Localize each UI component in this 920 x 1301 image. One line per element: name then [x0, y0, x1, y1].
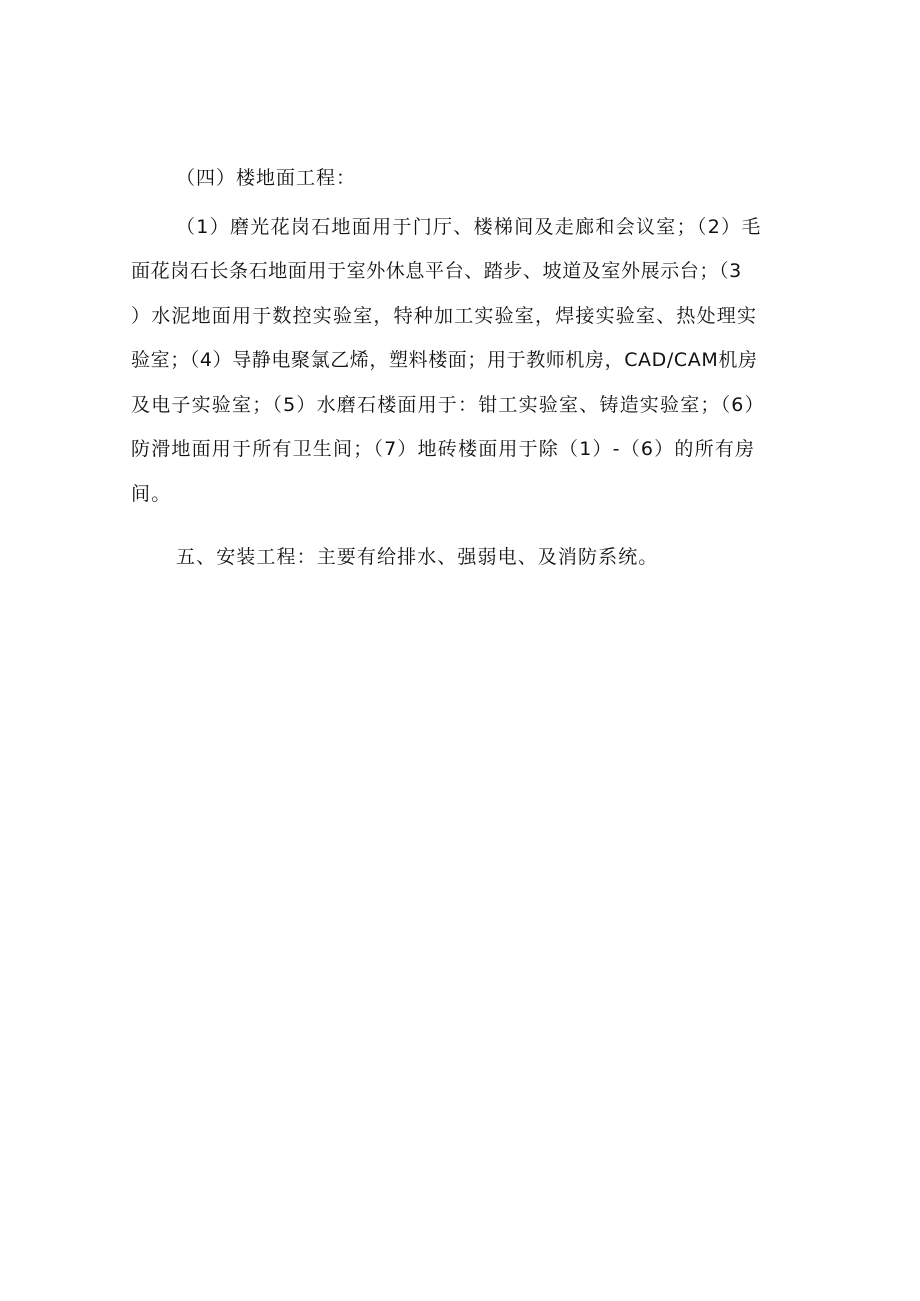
paragraph-line-7: 间。 — [131, 483, 172, 505]
paragraph-line-4: 验室；（4）导静电聚氯乙烯，塑料楼面；用于教师机房，CAD/CAM机房 — [131, 349, 758, 371]
paragraph-line-5: 及电子实验室；（5）水磨石楼面用于：钳工实验室、铸造实验室；（6） — [131, 394, 765, 416]
subheading-floor-works: （四）楼地面工程： — [176, 167, 357, 189]
section-installation-works: 五、安装工程：主要有给排水、强弱电、及消防系统。 — [176, 546, 659, 568]
paragraph-line-2: 面花岗石长条石地面用于室外休息平台、踏步、坡道及室外展示台；（3 — [131, 260, 742, 282]
paragraph-line-1: （1）磨光花岗石地面用于门厅、楼梯间及走廊和会议室；（2）毛 — [176, 216, 762, 238]
paragraph-line-6: 防滑地面用于所有卫生间；（7）地砖楼面用于除（1）-（6）的所有房 — [131, 438, 756, 460]
paragraph-line-3: ）水泥地面用于数控实验室，特种加工实验室，焊接实验室、热处理实 — [131, 305, 758, 327]
